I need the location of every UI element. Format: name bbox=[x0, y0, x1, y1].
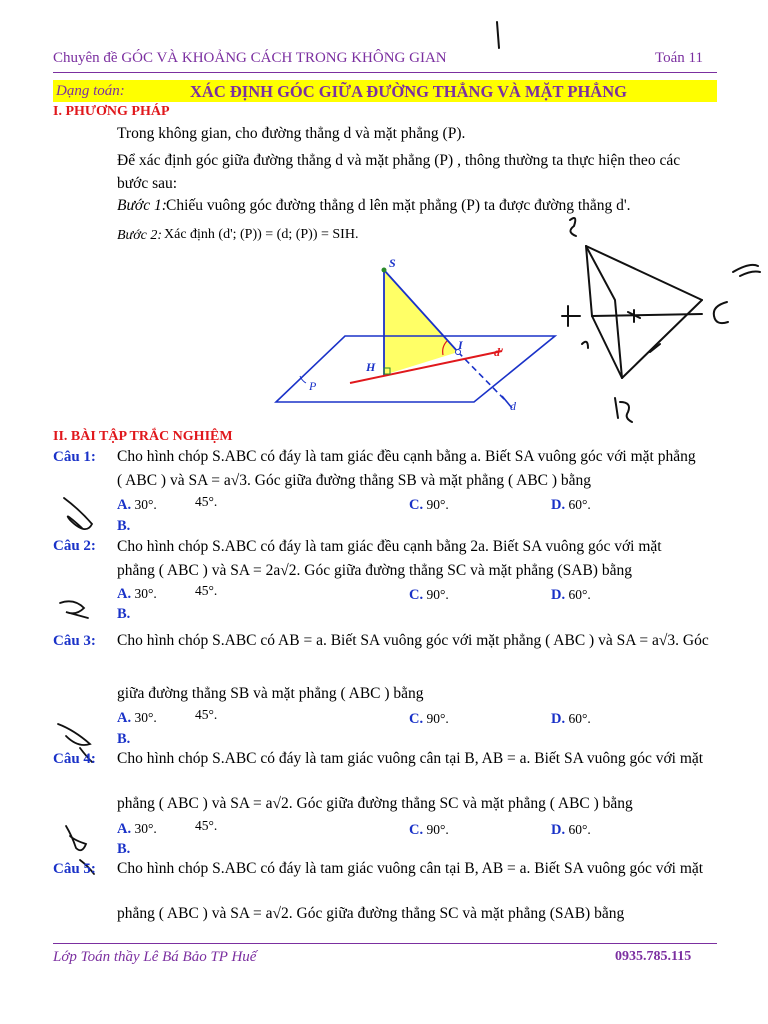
method-line1: Trong không gian, cho đường thẳng d và mặt phẳng (P). bbox=[117, 125, 466, 142]
sketch-letter-a bbox=[582, 342, 588, 348]
step1-label: Bước 1: bbox=[117, 197, 167, 214]
scribble-q4 bbox=[66, 826, 86, 850]
step2-text: Xác định (d'; (P)) = (d; (P)) = SIH. bbox=[164, 227, 359, 242]
method-line2: Để xác định góc giữa đường thẳng d và mặt phẳng (P) , thông thường ta thực hiện theo các bbox=[117, 152, 681, 169]
q3-option-c: C. 90°. bbox=[409, 711, 449, 727]
sketch-mark-top bbox=[497, 22, 499, 48]
sketch-scribble bbox=[733, 265, 760, 276]
q3-option-b-value: 45°. bbox=[195, 707, 218, 722]
sketch-letter-C bbox=[714, 302, 728, 323]
q3-line1: Cho hình chóp S.ABC có AB = a. Biết SA vuông góc với mặt phẳng ( ABC ) và SA = a√3. Góc bbox=[117, 632, 709, 649]
fig-label-I: I bbox=[458, 338, 463, 352]
q5-label: Câu 5: bbox=[53, 861, 96, 877]
q4-option-a: A. 30°. bbox=[117, 821, 157, 837]
q1-label: Câu 1: bbox=[53, 449, 96, 465]
point-S bbox=[382, 268, 387, 273]
q4-line1: Cho hình chóp S.ABC có đáy là tam giác vuông cân tại B, AB = a. Biết SA vuông góc với mặt bbox=[117, 750, 704, 767]
scribble-q3 bbox=[58, 724, 90, 745]
q2-line1: Cho hình chóp S.ABC có đáy là tam giác đều cạnh bằng 2a. Biết SA vuông góc với mặt bbox=[117, 538, 662, 555]
q1-option-d: D. 60°. bbox=[551, 497, 591, 513]
q1-option-c: C. 90°. bbox=[409, 497, 449, 513]
q1-option-a: A. 30°. bbox=[117, 497, 157, 513]
q3-line2: giữa đường thẳng SB và mặt phẳng ( ABC ) bằng bbox=[117, 685, 424, 702]
sketch-letter-A bbox=[562, 306, 580, 326]
fig-label-H: H bbox=[366, 360, 376, 374]
q4-option-b: B. bbox=[117, 841, 131, 857]
section2-heading: II. BÀI TẬP TRẮC NGHIỆM bbox=[53, 429, 233, 444]
q2-line2: phẳng ( ABC ) và SA = 2a√2. Góc giữa đường thẳng SC và mặt phẳng (SAB) bằng bbox=[117, 562, 632, 579]
q2-option-d: D. 60°. bbox=[551, 587, 591, 603]
method-line3: bước sau: bbox=[117, 175, 178, 192]
footer-rule bbox=[53, 943, 717, 944]
title-text: XÁC ĐỊNH GÓC GIỮA ĐƯỜNG THẲNG VÀ MẶT PHẲNG bbox=[190, 82, 627, 101]
q3-option-a: A. 30°. bbox=[117, 710, 157, 726]
header-subject: Toán 11 bbox=[655, 50, 703, 66]
handwritten-sketch bbox=[497, 22, 760, 422]
sketch-letter-S bbox=[570, 218, 576, 236]
q4-option-c: C. 90°. bbox=[409, 822, 449, 838]
scribble-q2 bbox=[60, 601, 88, 618]
q3-option-b: B. bbox=[117, 731, 131, 747]
q4-option-b-value: 45°. bbox=[195, 818, 218, 833]
q1-line2: ( ABC ) và SA = a√3. Góc giữa đường thẳng SB và mặt phẳng ( ABC ) bằng bbox=[117, 472, 592, 489]
sketch-edge-SC bbox=[586, 246, 702, 300]
sketch-letter-B bbox=[615, 398, 632, 422]
fig-label-S: S bbox=[389, 256, 396, 270]
fig-label-dprime: d' bbox=[494, 345, 504, 359]
q3-option-d: D. 60°. bbox=[551, 711, 591, 727]
q2-option-b: B. bbox=[117, 606, 131, 622]
q4-label: Câu 4: bbox=[53, 751, 96, 767]
step2-label: Bước 2: bbox=[117, 228, 163, 243]
q3-label: Câu 3: bbox=[53, 633, 96, 649]
step1-text: Chiếu vuông góc đường thẳng d lên mặt phẳng (P) ta được đường thẳng d'. bbox=[166, 197, 631, 214]
scribble-q1 bbox=[64, 498, 92, 529]
q2-option-c: C. 90°. bbox=[409, 587, 449, 603]
footer-teacher: Lớp Toán thầy Lê Bá Bảo TP Huế bbox=[53, 949, 257, 965]
header-title: Chuyên đề GÓC VÀ KHOẢNG CÁCH TRONG KHÔNG GIAN bbox=[53, 50, 447, 66]
q1-line1: Cho hình chóp S.ABC có đáy là tam giác đều cạnh bằng a. Biết SA vuông góc với mặt phẳng bbox=[117, 448, 696, 465]
q1-option-b: B. bbox=[117, 518, 131, 534]
footer-phone: 0935.785.115 bbox=[615, 949, 692, 964]
q4-option-d: D. 60°. bbox=[551, 822, 591, 838]
q4-line2: phẳng ( ABC ) và SA = a√2. Góc giữa đường thẳng SC và mặt phẳng ( ABC ) bằng bbox=[117, 795, 633, 812]
title-label: Dạng toán: bbox=[56, 83, 125, 99]
q2-label: Câu 2: bbox=[53, 538, 96, 554]
section1-heading: I. PHƯƠNG PHÁP bbox=[53, 104, 170, 119]
triangle-SIH bbox=[384, 270, 458, 375]
fig-label-P: P bbox=[309, 379, 317, 393]
fig-label-d: d bbox=[510, 399, 516, 413]
q5-line2: phẳng ( ABC ) và SA = a√2. Góc giữa đường thẳng SC và mặt phẳng (SAB) bằng bbox=[117, 905, 625, 922]
q5-line1: Cho hình chóp S.ABC có đáy là tam giác vuông cân tại B, AB = a. Biết SA vuông góc với mặt bbox=[117, 860, 704, 877]
q1-option-b-value: 45°. bbox=[195, 494, 218, 509]
q2-option-a: A. 30°. bbox=[117, 586, 157, 602]
q2-option-b-value: 45°. bbox=[195, 583, 218, 598]
